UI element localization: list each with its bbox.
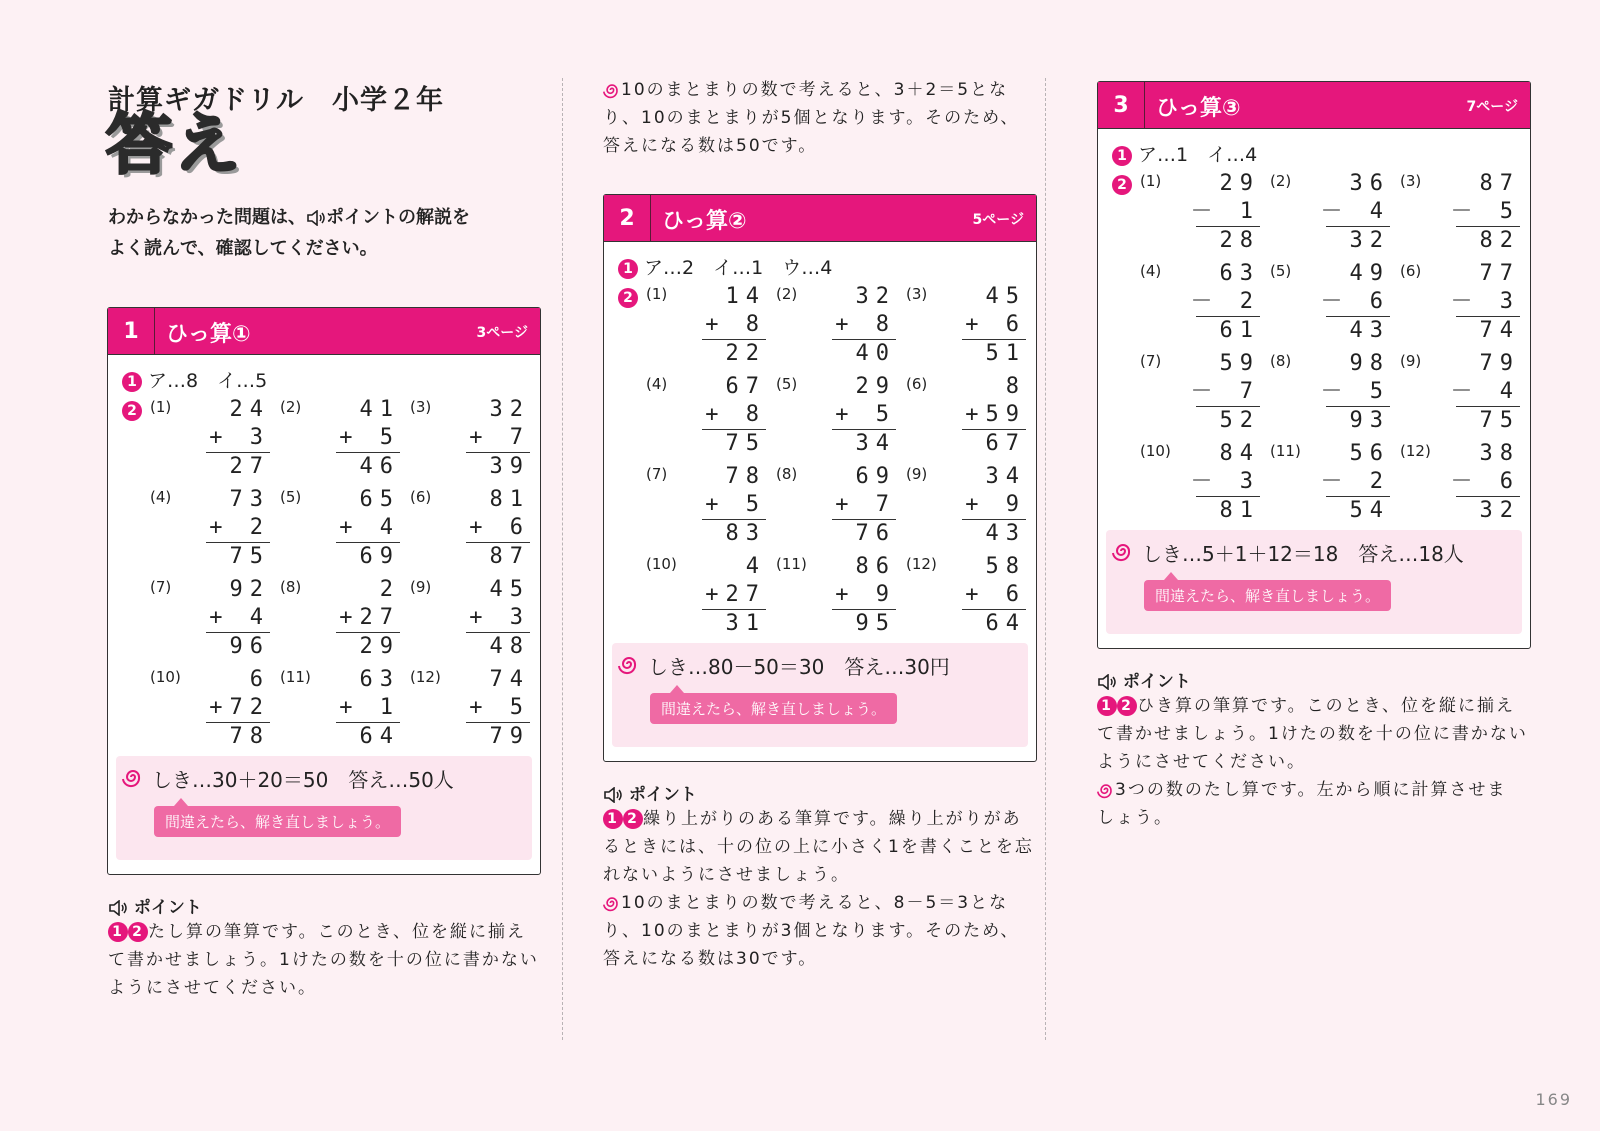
- arithmetic-problem: [1140, 440, 1260, 526]
- problem-operand-b: + 3: [469, 605, 530, 630]
- problem-result: 29: [359, 634, 400, 659]
- arithmetic-problem: [776, 463, 896, 549]
- problem-label: (6): [906, 375, 928, 393]
- spiral-icon: [618, 653, 640, 675]
- question-2-marker: [618, 287, 638, 308]
- problem-operand-b: + 6: [965, 582, 1026, 607]
- arithmetic-problem: [150, 486, 270, 572]
- arithmetic-problem: [280, 396, 400, 482]
- point-heading: [108, 893, 202, 918]
- arithmetic-problem: [1140, 350, 1260, 436]
- problem-operand-b: － 4: [1320, 199, 1390, 224]
- problem-result: 52: [1219, 408, 1260, 433]
- point-1-line3: ようにさせてください。: [108, 978, 317, 998]
- q1-text: ア…1 イ…4: [1138, 144, 1258, 166]
- problem-label: (5): [1270, 262, 1292, 280]
- problem-operand-b: － 6: [1320, 289, 1390, 314]
- problem-result: 83: [725, 521, 766, 546]
- section-page: 5ページ: [972, 212, 1024, 228]
- problem-operand-a: 87: [1479, 171, 1520, 196]
- point-1b-text: [603, 76, 1043, 160]
- problem-label: (9): [906, 465, 928, 483]
- arithmetic-problem: [646, 553, 766, 639]
- point-3-line2: て書かせましょう。1けたの数を十の位に書かない: [1097, 724, 1528, 744]
- intro-line1-end: の解説を: [398, 207, 470, 228]
- arithmetic-problem: [1270, 350, 1390, 436]
- problem-operand-b: + 8: [705, 402, 766, 427]
- circle-number-2: 2: [1112, 175, 1132, 195]
- problem-operand-b: +59: [965, 402, 1026, 427]
- section-number: 1: [108, 308, 155, 354]
- spiral-icon: [1097, 781, 1115, 799]
- problem-result: 32: [1479, 498, 1520, 523]
- circle-number-2: 2: [623, 809, 643, 829]
- problem-label: (10): [150, 668, 181, 686]
- point-2-line3: れないようにさせましょう。: [603, 865, 850, 885]
- problem-result: 51: [985, 341, 1026, 366]
- column-divider: [562, 78, 563, 1040]
- problem-result: 46: [359, 454, 400, 479]
- problem-operand-a: 59: [1219, 351, 1260, 376]
- problem-label: (8): [776, 465, 798, 483]
- arithmetic-problem: [646, 463, 766, 549]
- problem-result: 76: [855, 521, 896, 546]
- arithmetic-problem: [906, 553, 1026, 639]
- section-page: 3ページ: [476, 325, 528, 341]
- arithmetic-problem: [280, 486, 400, 572]
- arithmetic-problem: [1140, 170, 1260, 256]
- column-divider: [1045, 78, 1046, 1040]
- problem-operand-b: + 7: [469, 425, 530, 450]
- answers-title: 答え: [106, 106, 242, 183]
- problem-operand-b: + 9: [965, 492, 1026, 517]
- problem-label: (6): [1400, 262, 1422, 280]
- arithmetic-problem: [1400, 170, 1520, 256]
- problem-operand-a: 74: [489, 667, 530, 692]
- problem-operand-b: +72: [209, 695, 270, 720]
- point-2b-line3: 答えになる数は30です。: [603, 949, 818, 969]
- problem-operand-b: + 9: [835, 582, 896, 607]
- problem-result: 75: [229, 544, 270, 569]
- problem-operand-b: － 1: [1190, 199, 1260, 224]
- problem-result: 39: [489, 454, 530, 479]
- q1-text: ア…2 イ…1 ウ…4: [644, 257, 833, 279]
- circle-number-1: 1: [1112, 146, 1132, 166]
- circle-number-2: 2: [618, 288, 638, 308]
- problem-label: (8): [280, 578, 302, 596]
- problem-operand-b: － 2: [1320, 469, 1390, 494]
- problem-operand-b: － 6: [1450, 469, 1520, 494]
- problem-label: (2): [776, 285, 798, 303]
- arithmetic-problem: [280, 576, 400, 662]
- speaker-icon: [1097, 674, 1117, 690]
- arithmetic-problem: [646, 373, 766, 459]
- problem-label: (9): [1400, 352, 1422, 370]
- problem-operand-a: 41: [359, 397, 400, 422]
- problem-label: (5): [280, 488, 302, 506]
- problem-operand-b: － 3: [1450, 289, 1520, 314]
- problem-result: 31: [725, 611, 766, 636]
- problem-label: (2): [1270, 172, 1292, 190]
- problem-result: 43: [1349, 318, 1390, 343]
- problem-operand-a: 8: [1005, 374, 1026, 399]
- question-1-answer: [1112, 140, 1257, 167]
- problem-label: (12): [1400, 442, 1431, 460]
- intro-line2: よく読んで、確認してください。: [108, 238, 378, 259]
- problem-result: 79: [489, 724, 530, 749]
- problem-label: (3): [906, 285, 928, 303]
- circle-number-2: 2: [128, 922, 148, 942]
- circle-number-1: 1: [603, 809, 623, 829]
- problem-label: (8): [1270, 352, 1292, 370]
- problem-operand-a: 45: [985, 284, 1026, 309]
- speaker-icon: [306, 210, 326, 226]
- formula-note: [1106, 530, 1522, 634]
- problem-operand-b: +27: [339, 605, 400, 630]
- point-2-text: [603, 805, 1043, 973]
- problem-operand-a: 6: [249, 667, 270, 692]
- q1-text: ア…8 イ…5: [148, 370, 268, 392]
- problem-operand-a: 78: [725, 464, 766, 489]
- problem-result: 40: [855, 341, 896, 366]
- book-title: 計算ギガドリル 小学２年: [108, 85, 444, 116]
- circle-number-1: 1: [122, 372, 142, 392]
- problem-result: 75: [725, 431, 766, 456]
- problem-operand-a: 2: [379, 577, 400, 602]
- problem-operand-a: 81: [489, 487, 530, 512]
- problem-operand-a: 49: [1349, 261, 1390, 286]
- problem-label: (11): [280, 668, 311, 686]
- arithmetic-problem: [646, 283, 766, 369]
- point-2b-line2: り、10のまとまりが3個となります。そのため、: [603, 921, 1020, 941]
- problem-operand-a: 14: [725, 284, 766, 309]
- problem-result: 64: [359, 724, 400, 749]
- problem-operand-b: － 2: [1190, 289, 1260, 314]
- point-3-line1: ひき算の筆算です。このとき、位を縦に揃え: [1137, 696, 1515, 716]
- circle-number-1: 1: [618, 259, 638, 279]
- problem-operand-a: 29: [1219, 171, 1260, 196]
- arithmetic-problem: [906, 373, 1026, 459]
- spiral-icon: [1112, 540, 1134, 562]
- arithmetic-problem: [906, 463, 1026, 549]
- intro-line1: わからなかった問題は、: [108, 207, 306, 228]
- problem-label: (1): [1140, 172, 1162, 190]
- speaker-icon: [603, 787, 623, 803]
- problem-label: (12): [906, 555, 937, 573]
- problem-operand-a: 73: [229, 487, 270, 512]
- problem-operand-b: + 7: [835, 492, 896, 517]
- formula-note: [612, 643, 1028, 747]
- problem-operand-a: 24: [229, 397, 270, 422]
- point-3-line3: ようにさせてください。: [1097, 752, 1306, 772]
- spiral-icon: [603, 81, 621, 99]
- arithmetic-problem: [776, 553, 896, 639]
- spiral-icon: [122, 766, 144, 788]
- circle-number-1: 1: [1097, 696, 1117, 716]
- arithmetic-problem: [906, 283, 1026, 369]
- intro-point: ポイント: [326, 207, 398, 228]
- arithmetic-problem: [1140, 260, 1260, 346]
- section-header: [604, 195, 1036, 242]
- retry-tag: 間違えたら、解き直しましょう。: [154, 806, 401, 837]
- point-heading: [1097, 667, 1191, 692]
- problem-label: (7): [646, 465, 668, 483]
- page-number: 169: [1535, 1090, 1572, 1109]
- point-heading-text: ポイント: [1122, 672, 1191, 692]
- problem-operand-a: 32: [855, 284, 896, 309]
- section-number: 2: [604, 195, 651, 241]
- retry-tag: 間違えたら、解き直しましょう。: [1144, 580, 1391, 611]
- problem-operand-b: + 5: [835, 402, 896, 427]
- arithmetic-problem: [150, 396, 270, 482]
- problem-operand-b: － 5: [1450, 199, 1520, 224]
- problem-operand-b: +27: [705, 582, 766, 607]
- arithmetic-problem: [1270, 170, 1390, 256]
- question-2-marker: [1112, 174, 1132, 195]
- problem-operand-b: － 5: [1320, 379, 1390, 404]
- problem-label: (3): [1400, 172, 1422, 190]
- point-2-line1: 繰り上がりのある筆算です。繰り上がりがあ: [643, 809, 1022, 829]
- problem-label: (7): [150, 578, 172, 596]
- problem-operand-b: + 6: [965, 312, 1026, 337]
- problem-operand-a: 63: [1219, 261, 1260, 286]
- problem-operand-b: + 5: [339, 425, 400, 450]
- problem-result: 64: [985, 611, 1026, 636]
- arithmetic-problem: [410, 576, 530, 662]
- section-number: 3: [1098, 82, 1145, 128]
- section-2-box: [603, 194, 1037, 762]
- problem-operand-b: + 5: [469, 695, 530, 720]
- problem-operand-a: 69: [855, 464, 896, 489]
- arithmetic-problem: [1270, 440, 1390, 526]
- arithmetic-problem: [1400, 440, 1520, 526]
- spiral-icon: [603, 894, 621, 912]
- problem-operand-a: 32: [489, 397, 530, 422]
- problem-operand-b: － 3: [1190, 469, 1260, 494]
- problem-operand-a: 36: [1349, 171, 1390, 196]
- point-1b-line1: 10のまとまりの数で考えると、3＋2＝5とな: [621, 80, 1009, 100]
- circle-number-2: 2: [122, 401, 142, 421]
- problem-operand-a: 98: [1349, 351, 1390, 376]
- problem-operand-a: 79: [1479, 351, 1520, 376]
- problem-result: 93: [1349, 408, 1390, 433]
- problem-result: 32: [1349, 228, 1390, 253]
- problem-result: 69: [359, 544, 400, 569]
- problem-label: (4): [150, 488, 172, 506]
- section-title: ひっ算②: [662, 209, 747, 234]
- section-title: ひっ算③: [1156, 96, 1241, 121]
- problem-result: 54: [1349, 498, 1390, 523]
- problem-operand-a: 63: [359, 667, 400, 692]
- problem-label: (7): [1140, 352, 1162, 370]
- problem-operand-b: － 7: [1190, 379, 1260, 404]
- problem-operand-a: 29: [855, 374, 896, 399]
- retry-tag: 間違えたら、解き直しましょう。: [650, 693, 897, 724]
- arithmetic-problem: [1270, 260, 1390, 346]
- problem-operand-b: + 8: [705, 312, 766, 337]
- problem-operand-a: 65: [359, 487, 400, 512]
- point-1b-line3: 答えになる数は50です。: [603, 136, 818, 156]
- section-1-box: [107, 307, 541, 875]
- point-3-text: [1097, 692, 1537, 832]
- problem-operand-b: + 6: [469, 515, 530, 540]
- point-2b-line1: 10のまとまりの数で考えると、8－5＝3とな: [621, 893, 1009, 913]
- problem-result: 27: [229, 454, 270, 479]
- point-1b-line2: り、10のまとまりが5個となります。そのため、: [603, 108, 1020, 128]
- point-3b-line2: しょう。: [1097, 808, 1173, 828]
- section-page: 7ページ: [1466, 99, 1518, 115]
- problem-operand-a: 4: [745, 554, 766, 579]
- problem-operand-a: 45: [489, 577, 530, 602]
- point-heading: [603, 780, 697, 805]
- problem-operand-a: 58: [985, 554, 1026, 579]
- problem-label: (11): [776, 555, 807, 573]
- circle-number-2: 2: [1117, 696, 1137, 716]
- problem-operand-b: + 4: [209, 605, 270, 630]
- problem-result: 81: [1219, 498, 1260, 523]
- problem-result: 48: [489, 634, 530, 659]
- problem-label: (10): [1140, 442, 1171, 460]
- arithmetic-problem: [410, 396, 530, 482]
- problem-label: (11): [1270, 442, 1301, 460]
- problem-result: 43: [985, 521, 1026, 546]
- intro-text: [108, 202, 528, 264]
- problem-label: (10): [646, 555, 677, 573]
- problem-result: 82: [1479, 228, 1520, 253]
- problem-result: 95: [855, 611, 896, 636]
- arithmetic-problem: [776, 283, 896, 369]
- problem-operand-a: 56: [1349, 441, 1390, 466]
- formula-text: しき…80－50＝30 答え…30円: [648, 655, 950, 679]
- problem-operand-b: + 2: [209, 515, 270, 540]
- question-1-answer: [618, 253, 832, 280]
- section-title: ひっ算①: [166, 322, 251, 347]
- point-1-text: [108, 918, 548, 1002]
- problem-label: (1): [150, 398, 172, 416]
- problem-operand-a: 84: [1219, 441, 1260, 466]
- problem-label: (2): [280, 398, 302, 416]
- problem-operand-b: + 5: [705, 492, 766, 517]
- problem-operand-a: 92: [229, 577, 270, 602]
- problem-label: (3): [410, 398, 432, 416]
- formula-note: [116, 756, 532, 860]
- problem-operand-b: + 8: [835, 312, 896, 337]
- problem-result: 87: [489, 544, 530, 569]
- section-3-box: [1097, 81, 1531, 649]
- point-1-line2: て書かせましょう。1けたの数を十の位に書かない: [108, 950, 539, 970]
- problem-operand-b: － 4: [1450, 379, 1520, 404]
- arithmetic-problem: [1400, 260, 1520, 346]
- problem-label: (6): [410, 488, 432, 506]
- problem-operand-a: 77: [1479, 261, 1520, 286]
- arithmetic-problem: [280, 666, 400, 752]
- problem-label: (5): [776, 375, 798, 393]
- problem-result: 96: [229, 634, 270, 659]
- question-1-answer: [122, 366, 267, 393]
- problem-result: 22: [725, 341, 766, 366]
- point-heading-text: ポイント: [628, 785, 697, 805]
- question-2-marker: [122, 400, 142, 421]
- point-1-line1: たし算の筆算です。このとき、位を縦に揃え: [148, 922, 526, 942]
- problem-result: 28: [1219, 228, 1260, 253]
- arithmetic-problem: [776, 373, 896, 459]
- point-2-line2: るときには、十の位の上に小さく1を書くことを忘: [603, 837, 1034, 857]
- problem-result: 78: [229, 724, 270, 749]
- problem-operand-b: + 4: [339, 515, 400, 540]
- problem-result: 61: [1219, 318, 1260, 343]
- problem-operand-a: 38: [1479, 441, 1520, 466]
- problem-operand-a: 34: [985, 464, 1026, 489]
- formula-text: しき…30＋20＝50 答え…50人: [152, 768, 454, 792]
- problem-label: (12): [410, 668, 441, 686]
- problem-operand-b: + 1: [339, 695, 400, 720]
- arithmetic-problem: [410, 486, 530, 572]
- arithmetic-problem: [150, 576, 270, 662]
- problem-operand-a: 67: [725, 374, 766, 399]
- problem-result: 75: [1479, 408, 1520, 433]
- arithmetic-problem: [1400, 350, 1520, 436]
- point-3b-line1: 3つの数のたし算です。左から順に計算させま: [1115, 780, 1507, 800]
- problem-operand-a: 86: [855, 554, 896, 579]
- problem-result: 34: [855, 431, 896, 456]
- problem-result: 67: [985, 431, 1026, 456]
- problem-label: (1): [646, 285, 668, 303]
- section-header: [108, 308, 540, 355]
- point-heading-text: ポイント: [133, 898, 202, 918]
- problem-operand-b: + 3: [209, 425, 270, 450]
- problem-result: 74: [1479, 318, 1520, 343]
- problem-label: (9): [410, 578, 432, 596]
- circle-number-1: 1: [108, 922, 128, 942]
- problem-label: (4): [1140, 262, 1162, 280]
- speaker-icon: [108, 900, 128, 916]
- arithmetic-problem: [150, 666, 270, 752]
- formula-text: しき…5＋1＋12＝18 答え…18人: [1142, 542, 1464, 566]
- arithmetic-problem: [410, 666, 530, 752]
- problem-label: (4): [646, 375, 668, 393]
- section-header: [1098, 82, 1530, 129]
